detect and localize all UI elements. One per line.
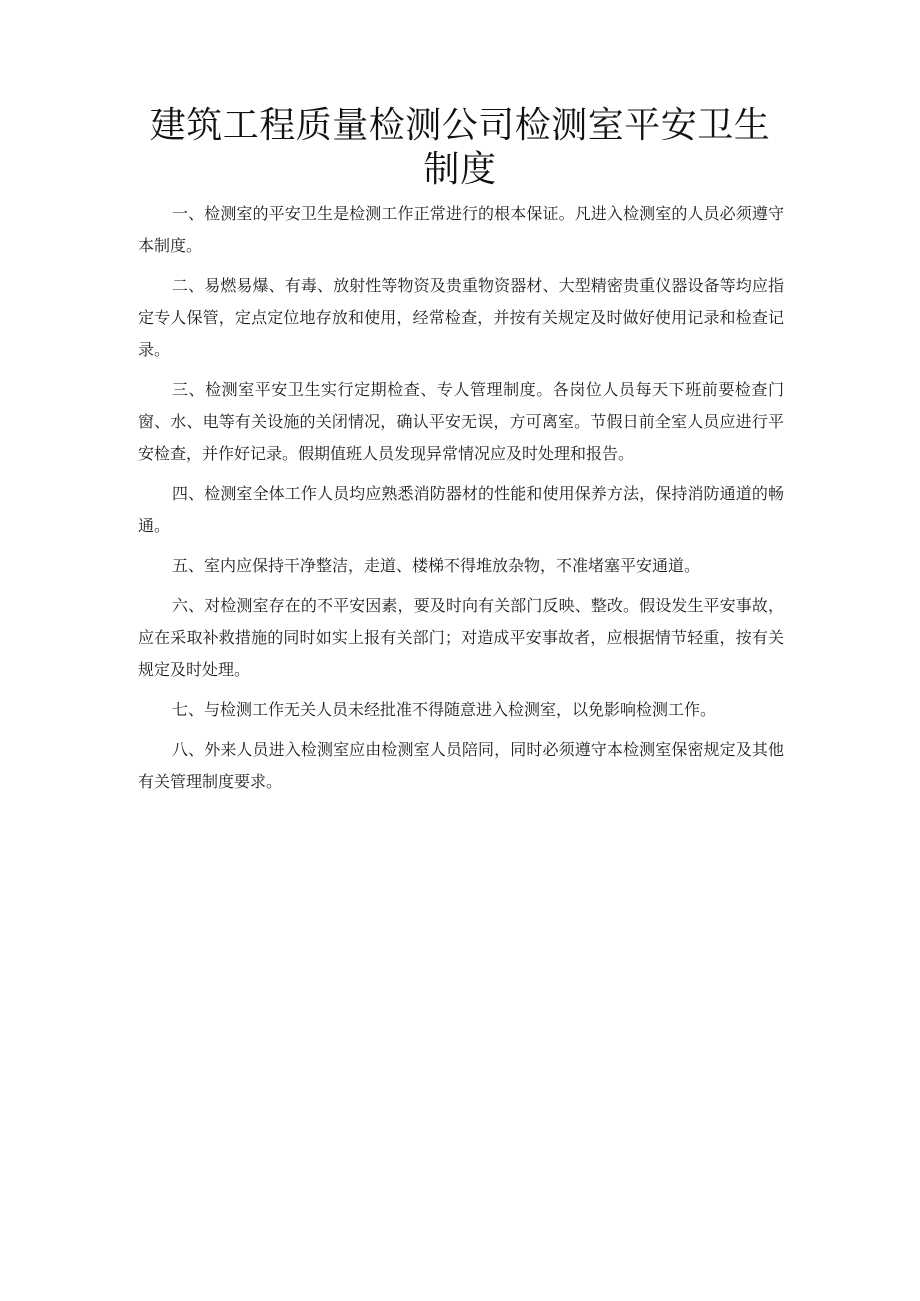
paragraph-4: 四、检测室全体工作人员均应熟悉消防器材的性能和使用保养方法，保持消防通道的畅通。	[138, 484, 784, 535]
document-body	[138, 198, 784, 806]
paragraph-8: 八、外来人员进入检测室应由检测室人员陪同，同时必须遵守本检测室保密规定及其他有关管理制度要求。	[138, 740, 784, 791]
paragraph-5: 五、室内应保持干净整洁，走道、楼梯不得堆放杂物，不准堵塞平安通道。	[172, 556, 701, 575]
paragraph-6: 六、对检测室存在的不平安因素，要及时向有关部门反映、整改。假设发生平安事故，应在采取补救措施的同时如实上报有关部门；对造成平安事故者，应根据情节轻重，按有关规定及时处理。	[138, 596, 784, 679]
paragraph-2: 二、易燃易爆、有毒、放射性等物资及贵重物资器材、大型精密贵重仪器设备等均应指定专人保管，定点定位地存放和使用，经常检查，并按有关规定及时做好使用记录和检查记录。	[138, 276, 784, 359]
document-title: 建筑工程质量检测公司检测室平安卫生制度	[149, 105, 771, 190]
paragraph-7: 七、与检测工作无关人员未经批准不得随意进入检测室，以免影响检测工作。	[172, 700, 717, 719]
paragraph-1: 一、检测室的平安卫生是检测工作正常进行的根本保证。凡进入检测室的人员必须遵守本制度。	[138, 204, 784, 255]
paragraph-3: 三、检测室平安卫生实行定期检查、专人管理制度。各岗位人员每天下班前要检查门窗、水、电等有关设施的关闭情况，确认平安无误，方可离室。节假日前全室人员应进行平安检查，并作好记录。假期值班人员发现异常情况应及时处理和报告。	[138, 380, 784, 463]
